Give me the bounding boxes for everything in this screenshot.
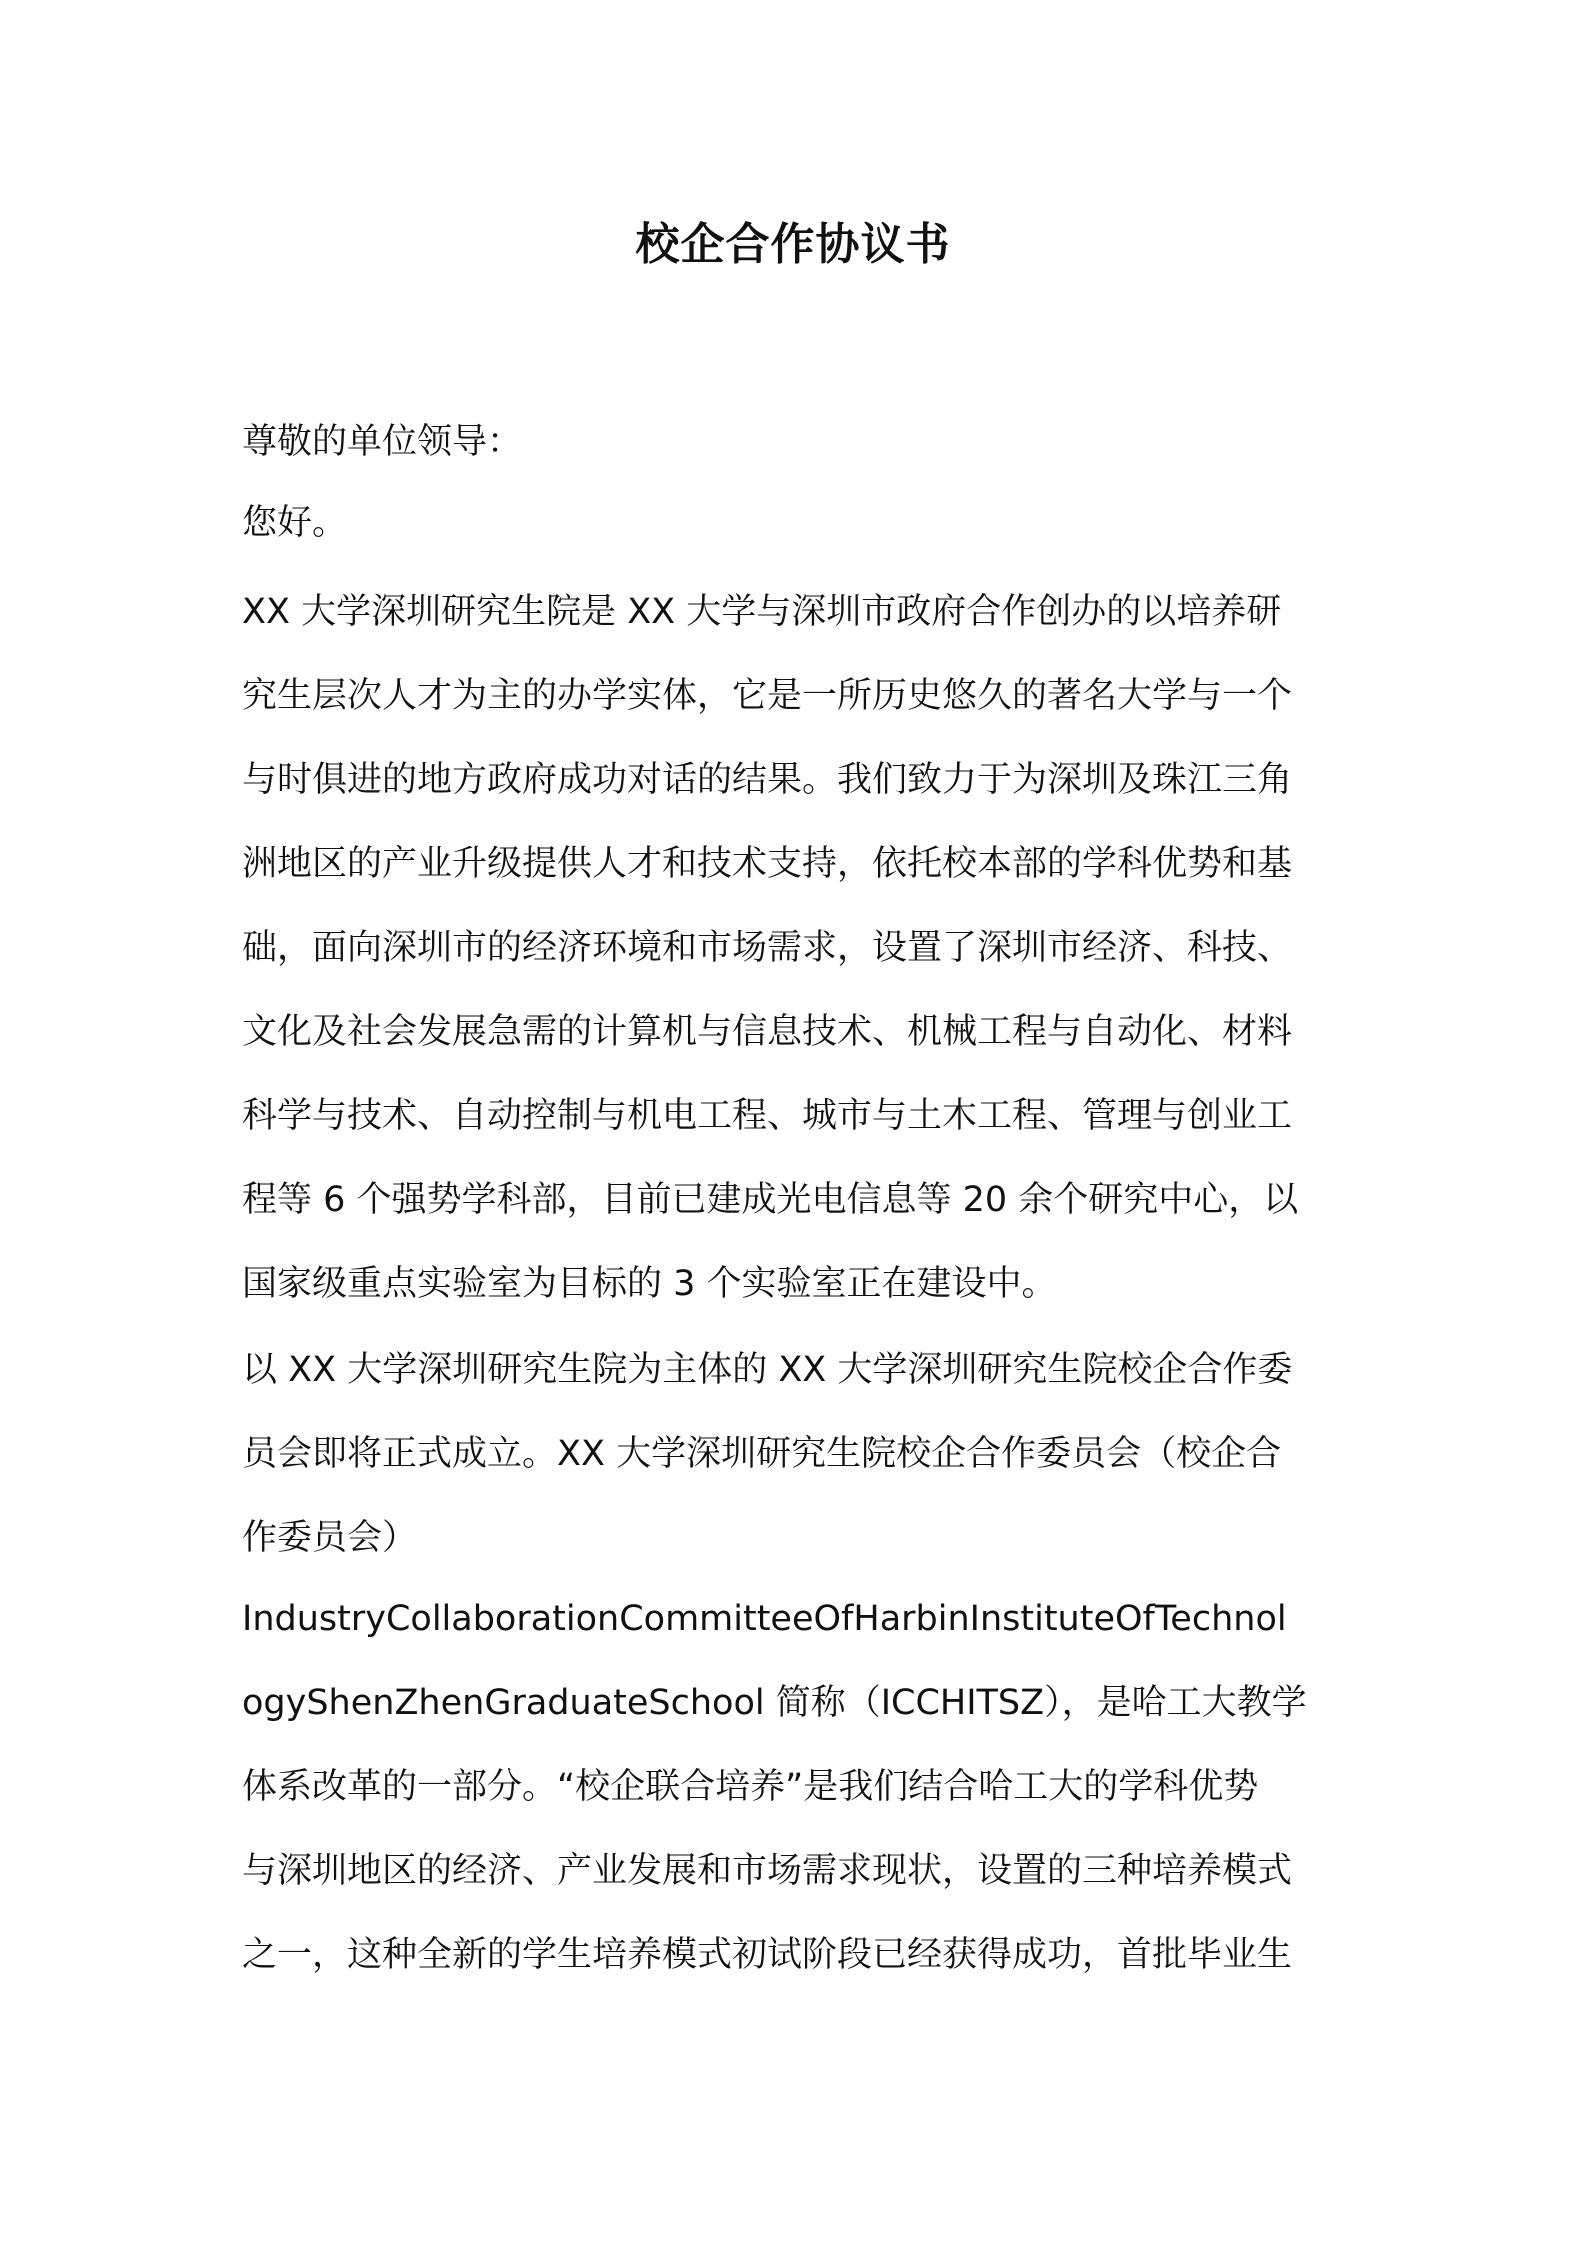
text-line: 以 XX 大学深圳研究生院为主体的 XX 大学深圳研究生院校企合作委 <box>242 1350 1293 1390</box>
salutation <box>242 400 1357 484</box>
text-line: ogyShenZhenGraduateSchool 简称（ICCHITSZ），是哈工大教学 <box>242 1683 1307 1723</box>
document-title: 校企合作协议书 <box>635 219 951 270</box>
text-line: 与深圳地区的经济、产业发展和市场需求现状，设置的三种培养模式 <box>242 1851 1293 1891</box>
text-line: 程等 6 个强势学科部，目前已建成光电信息等 20 余个研究中心，以 <box>242 1180 1299 1220</box>
paragraph-committee <box>242 1328 1357 1580</box>
text-line: 员会即将正式成立。XX 大学深圳研究生院校企合作委员会（校企合 <box>242 1434 1282 1474</box>
salutation-text: 尊敬的单位领导： <box>242 422 523 462</box>
text-line: 与时俱进的地方政府成功对话的结果。我们致力于为深圳及珠江三角 <box>242 760 1293 800</box>
text-line: 础，面向深圳市的经济环境和市场需求，设置了深圳市经济、科技、 <box>242 928 1293 968</box>
text-line: 文化及社会发展急需的计算机与信息技术、机械工程与自动化、材料 <box>242 1012 1293 1052</box>
text-line: 洲地区的产业升级提供人才和技术支持，依托校本部的学科优势和基 <box>242 844 1293 884</box>
text-line: IndustryCollaborationCommitteeOfHarbinInstituteOfTechnol <box>242 1599 1287 1639</box>
paragraph-committee-english <box>242 1577 1357 1997</box>
text-line: 科学与技术、自动控制与机电工程、城市与土木工程、管理与创业工 <box>242 1096 1293 1136</box>
text-line: XX 大学深圳研究生院是 XX 大学与深圳市政府合作创办的以培养研 <box>242 592 1282 632</box>
text-line: 体系改革的一部分。“校企联合培养”是我们结合哈工大的学科优势 <box>242 1767 1259 1807</box>
paragraph-institute-intro <box>242 570 1357 1326</box>
text-line: 国家级重点实验室为目标的 3 个实验室正在建设中。 <box>242 1264 1057 1304</box>
text-line: 作委员会） <box>242 1518 418 1558</box>
text-line: 究生层次人才为主的办学实体，它是一所历史悠久的著名大学与一个 <box>242 676 1293 716</box>
text-line: 之一，这种全新的学生培养模式初试阶段已经获得成功，首批毕业生 <box>242 1935 1293 1975</box>
greeting-text: 您好。 <box>242 503 348 543</box>
greeting <box>242 481 1357 565</box>
